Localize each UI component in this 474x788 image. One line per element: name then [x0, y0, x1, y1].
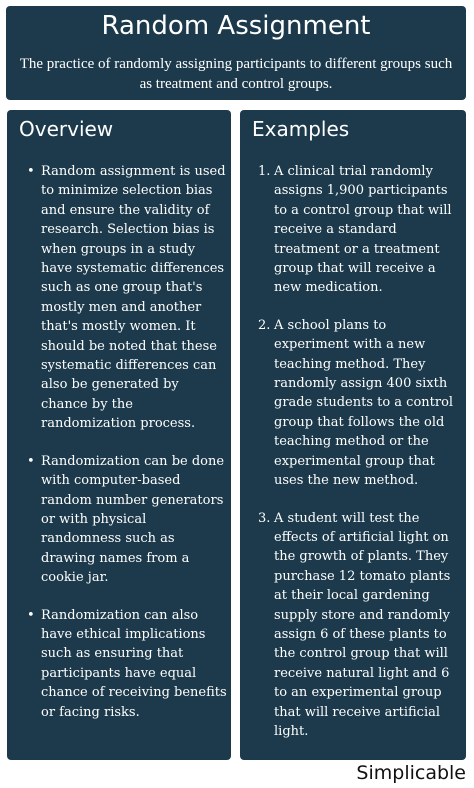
example-item-text: A school plans to experiment with a new teaching method. They randomly assign 400 sixth grade students to a control group that follows the old teaching method or the experimental group that uses the new method.	[274, 317, 454, 489]
examples-list	[254, 162, 462, 759]
example-item-text: A student will test the effects of artificial light on the growth of plants. They purchase 12 tomato plants at their local gardening supply store and randomly assign 6 of these plants to the control group that will receive natural light and 6 to an experimental group that will receive artificial light.	[274, 510, 451, 739]
list-item	[254, 509, 462, 742]
examples-title: Examples	[252, 117, 350, 141]
overview-list	[21, 162, 227, 740]
bullet-icon: •	[27, 164, 35, 179]
list-item	[21, 452, 227, 588]
overview-title: Overview	[19, 117, 114, 141]
item-number: 2.	[258, 317, 271, 333]
list-item	[254, 316, 462, 491]
header-banner	[6, 6, 466, 100]
examples-panel	[240, 110, 466, 760]
bullet-icon: •	[27, 607, 35, 623]
overview-item-text: Randomization can also have ethical implications such as ensuring that participants have equal chance of receiving benefits or facing risks.	[41, 607, 227, 720]
brand-logo: Simplicable	[356, 762, 466, 784]
list-item	[21, 162, 227, 434]
example-item-text: A clinical trial randomly assigns 1,900 participants to a control group that will receive a standard treatment or a treatment group that will receive a new medication.	[274, 164, 452, 296]
item-number: 3.	[258, 510, 271, 526]
item-number: 1.	[258, 164, 271, 179]
list-item	[254, 162, 462, 298]
page-subtitle: The practice of randomly assigning participants to different groups such as treatment and control groups.	[19, 56, 453, 92]
overview-item-text: Random assignment is used to minimize selection bias and ensure the validity of research. Selection bias is when groups in a study have systematic differences such as one group that's mostly men and another that's mostly women. It should be noted that these systematic differences can also be generated by chance by the randomization process.	[41, 164, 226, 432]
page-title: Random Assignment	[101, 11, 371, 41]
list-item	[21, 606, 227, 722]
bullet-icon: •	[27, 453, 35, 469]
overview-panel	[7, 110, 231, 760]
overview-item-text: Randomization can be done with computer-based random number generators or with physical randomness such as drawing names from a cookie jar.	[41, 453, 225, 586]
